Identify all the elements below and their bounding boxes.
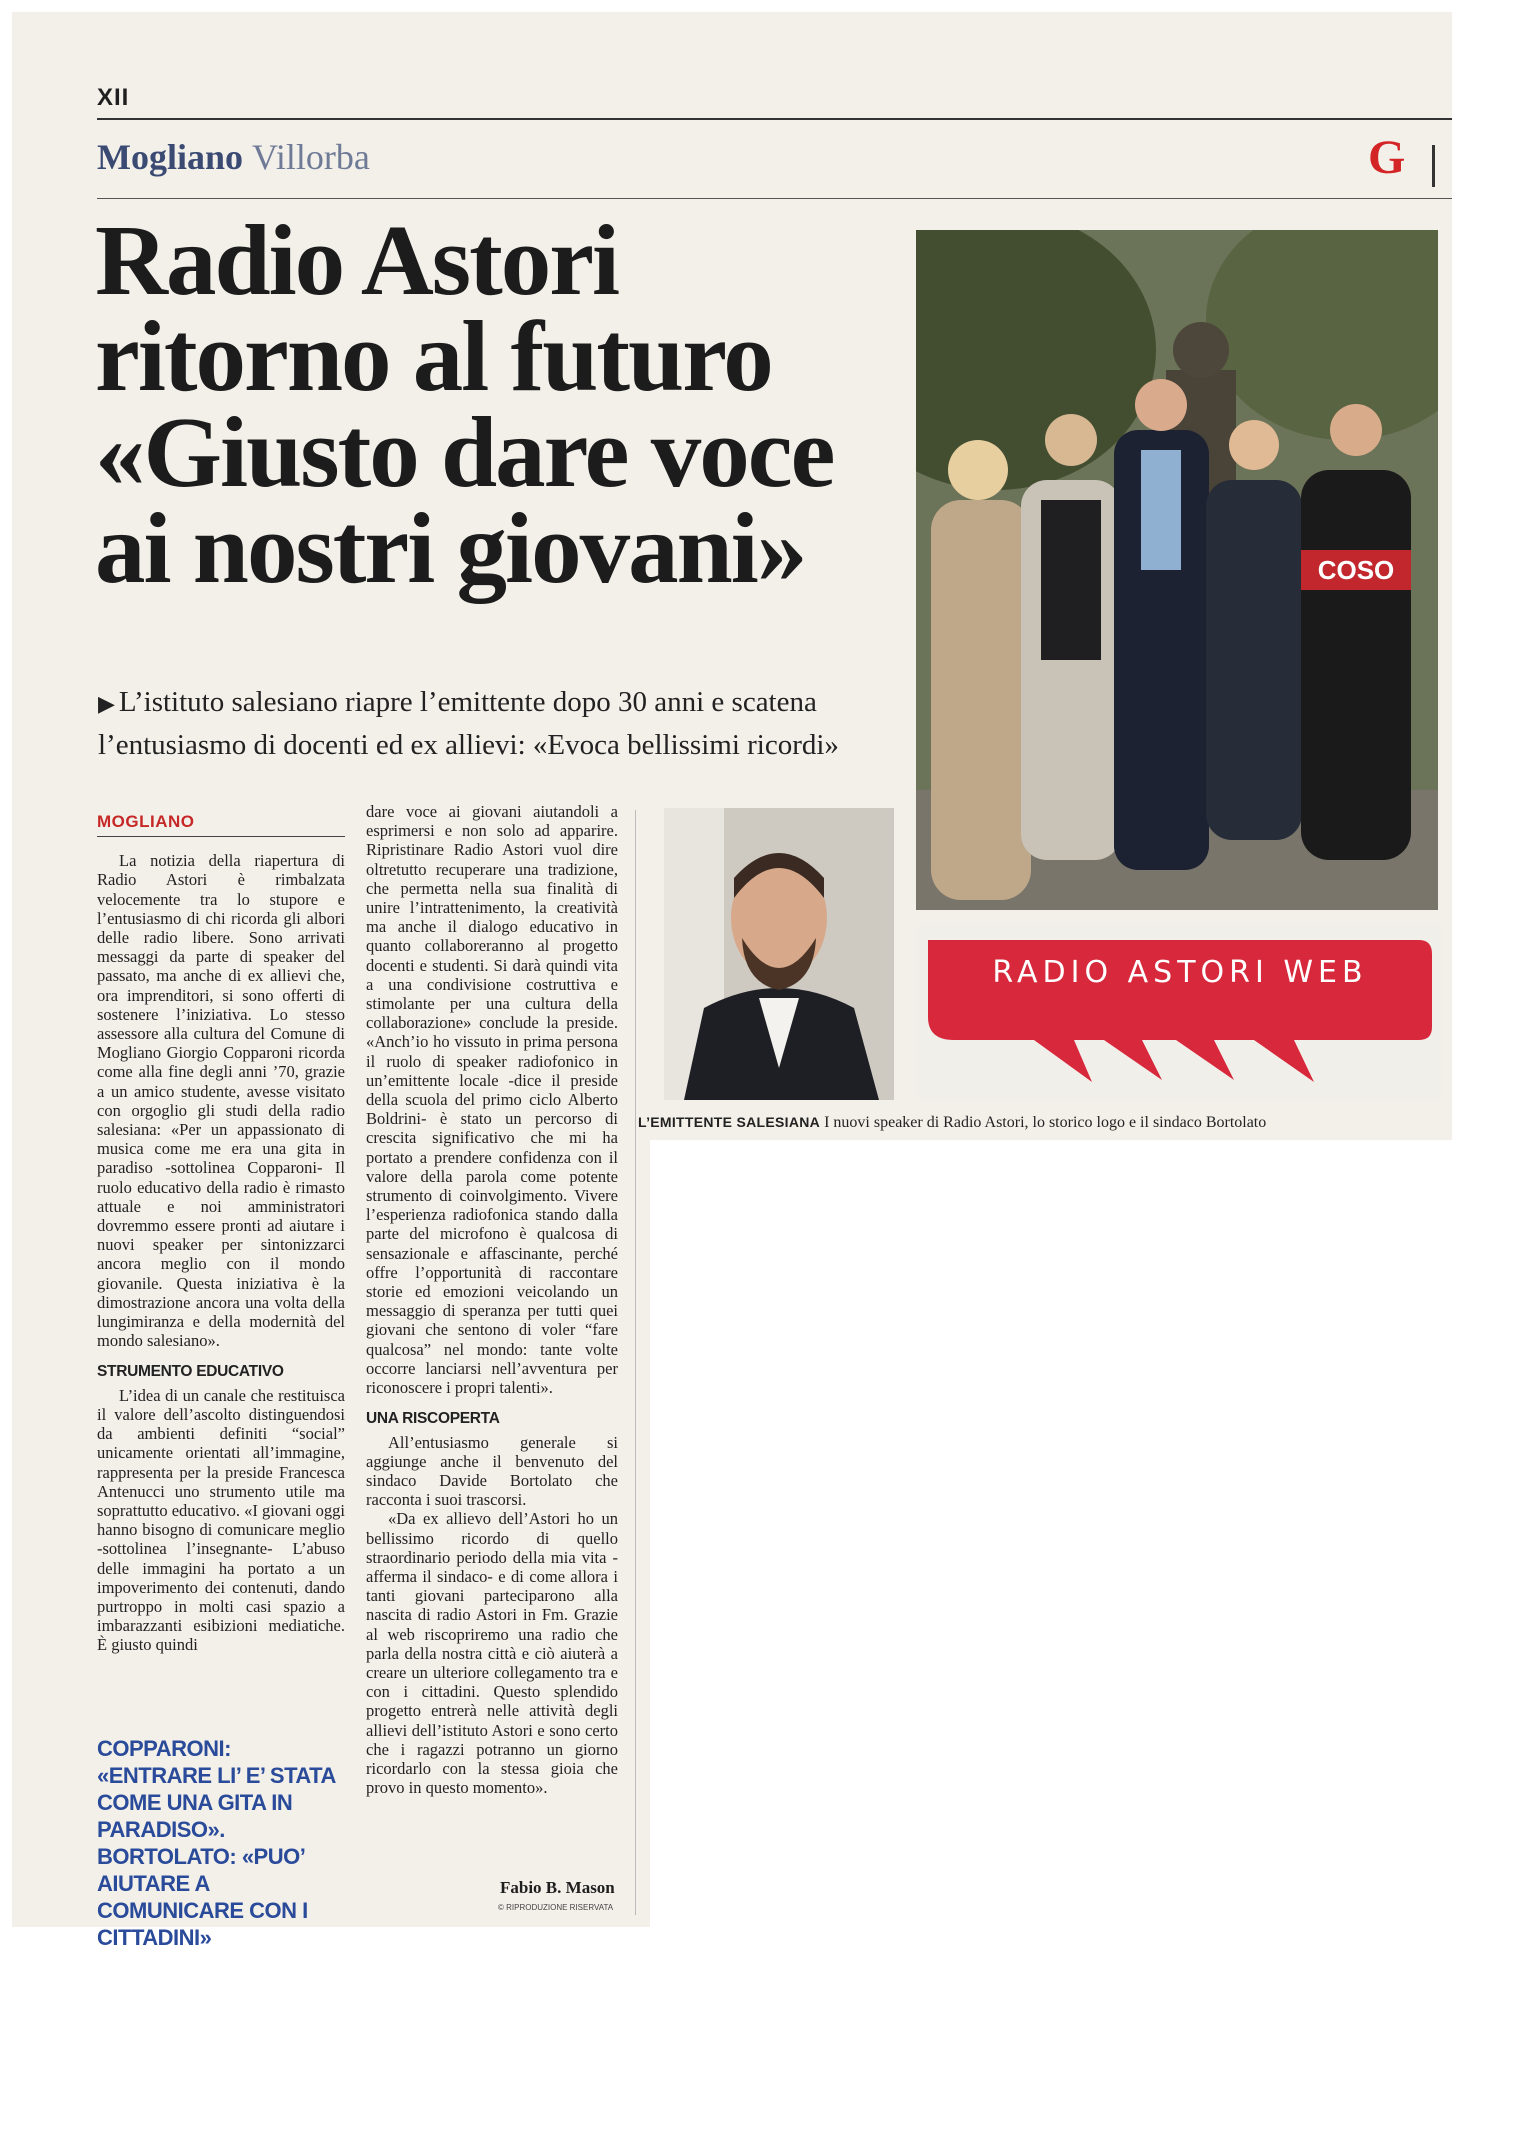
page-number: XII xyxy=(97,84,130,111)
headline-line: ai nostri giovani» xyxy=(95,492,806,604)
portrait-illustration xyxy=(664,808,894,1100)
logo-text: RADIO ASTORI WEB xyxy=(992,955,1368,990)
subhead-line: l’entusiasmo di docenti ed ex allievi: «Evoca bellissimi ricordi» xyxy=(98,729,839,761)
paragraph: All’entusiasmo generale si aggiunge anche il benvenuto del sindaco Davide Bortolato che racconta i suoi trascorsi. xyxy=(366,1432,618,1510)
group-photo xyxy=(916,230,1438,910)
masthead-logo: G xyxy=(1368,131,1406,184)
portrait-photo-mayor xyxy=(664,808,894,1100)
article-column-2 xyxy=(366,802,618,1797)
headline-line: Radio Astori xyxy=(95,204,619,316)
article-column-1 xyxy=(97,812,345,1655)
subhead-line: L’istituto salesiano riapre l’emittente dopo 30 anni e scatena xyxy=(118,686,817,718)
jacket-text: COSO xyxy=(1317,555,1395,585)
radio-logo-graphic xyxy=(914,922,1442,1102)
photo-caption xyxy=(638,1112,1448,1133)
headline-line: «Giusto dare voce xyxy=(95,396,834,508)
headline-line: ritorno al futuro xyxy=(95,300,772,412)
subheadline xyxy=(98,682,898,765)
byline: Fabio B. Mason xyxy=(500,1878,615,1897)
paragraph: «Da ex allievo dell’Astori ho un bellissimo ricordo di quello straordinario periodo della mia vita -afferma il sindaco- e di come allora i tanti giovani parteciparono alla nascita di radio Astori in Fm. Grazie al web riscopriremo una radio che parla della nostra città e ciò aiuterà a creare un ulteriore collegamento tra e con i cittadini. Questo splendido progetto entrerà nelle attività degli allievi dell’istituto Astori e sono certo che i ragazzi potranno un giorno ricordarlo con la stessa gioia che provo in questo momento». xyxy=(366,1509,618,1798)
section-area: Villorba xyxy=(252,137,370,177)
top-rule xyxy=(97,118,1452,120)
pull-quote: COPPARONI: «ENTRARE LI’ E’ STATA COME UNA GITA IN PARADISO». BORTOLATO: «PUO’ AIUTARE A COMUNICARE CON I CITTADINI» xyxy=(97,1736,336,1950)
subtitle-strumento: STRUMENTO EDUCATIVO xyxy=(97,1363,284,1381)
radio-astori-web-logo xyxy=(914,922,1442,1102)
headline xyxy=(95,204,915,604)
paragraph: La notizia della riapertura di Radio Astori è rimbalzata velocemente tra lo stupore e l’entusiasmo di chi ricorda gli albori delle radio libere. Sono arrivati messaggi da parte di speaker del passato, ma anche di ex allievi che, ora imprenditori, si sono offerti di sostenere l’iniziativa. Lo stesso assessore alla cultura del Comune di Mogliano Giorgio Copparoni ricorda come alla fine degli anni ’70, grazie a un amico studente, avesse visitato con orgoglio gli studi della radio salesiana: «Per un appassionato di musica come me era una gita in paradiso -sottolinea Copparoni- Il ruolo educativo della radio è rimasto attuale e noi amministratori dovremmo essere pronti ad aiutare i nuovi speaker per sintonizzarci ancora meglio con il mondo giovanile. Questa iniziativa è la dimostrazione ancora una volta della lungimiranza e della modernità del mondo salesiano». xyxy=(97,851,345,1351)
paragraph: dare voce ai giovani aiutandoli a esprimersi e non solo ad apparire. Ripristinare Radio Astori vuol dire oltretutto recuperare una tradizione, che permetta nella sua finalità di unire l’intrattenimento, la creatività ma anche il dialogo educativo in quanto collaboreranno al progetto docenti e studenti. Si darà quindi vita a una condivisione costruttiva e stimolante per una cultura della collaborazione» conclude la preside. «Anch’io ho vissuto in prima persona il ruolo di speaker radiofonico in un’emittente locale -dice il preside della scuola del primo ciclo Alberto Boldrini- è stato un percorso di crescita significativo che mi ha portato a prendere confidenza con il valore della parola come potente strumento di coinvolgimento. Vivere l’esperienza radiofonica stando dalla parte del microfono è qualcosa di sensazionale e affascinante, perché offre l’opportunità di raccontare storie ed emozioni veicolando un messaggio di speranza per tutti quei giovani che sentono di voler “fare qualcosa” nel mondo: tante volte occorre lanciarsi nell’avventura per riconoscere i propri talenti». xyxy=(366,802,618,1398)
triangle-bullet-icon: ▶ xyxy=(98,692,115,717)
dateline: MOGLIANO xyxy=(97,812,345,837)
section-title xyxy=(97,136,370,178)
blank-area xyxy=(650,1140,1465,1940)
caption-head: L’EMITTENTE SALESIANA xyxy=(638,1114,821,1130)
group-photo-illustration xyxy=(916,230,1438,910)
subtitle-riscoperta: UNA RISCOPERTA xyxy=(366,1410,500,1428)
masthead-divider xyxy=(1432,145,1435,187)
paragraph: L’idea di un canale che restituisca il valore dell’ascolto distinguendosi da ambienti definiti “social” unicamente orientati all’immagine, rappresenta per la preside Francesca Antenucci uno strumento utile ma soprattutto educativo. «I giovani oggi hanno bisogno di comunicare meglio -sottolinea l’insegnante- L’abuso delle immagini ha portato a un impoverimento dei contenuti, dando purtroppo in molti casi spazio a imbarazzanti esibizioni mediatiche. È giusto quindi xyxy=(97,1385,345,1655)
column-rule xyxy=(635,810,636,1915)
caption-text: I nuovi speaker di Radio Astori, lo storico logo e il sindaco Bortolato xyxy=(824,1114,1267,1131)
section-rule xyxy=(97,198,1452,199)
copyright-note: © RIPRODUZIONE RISERVATA xyxy=(498,1903,614,1912)
section-town: Mogliano xyxy=(97,137,244,177)
